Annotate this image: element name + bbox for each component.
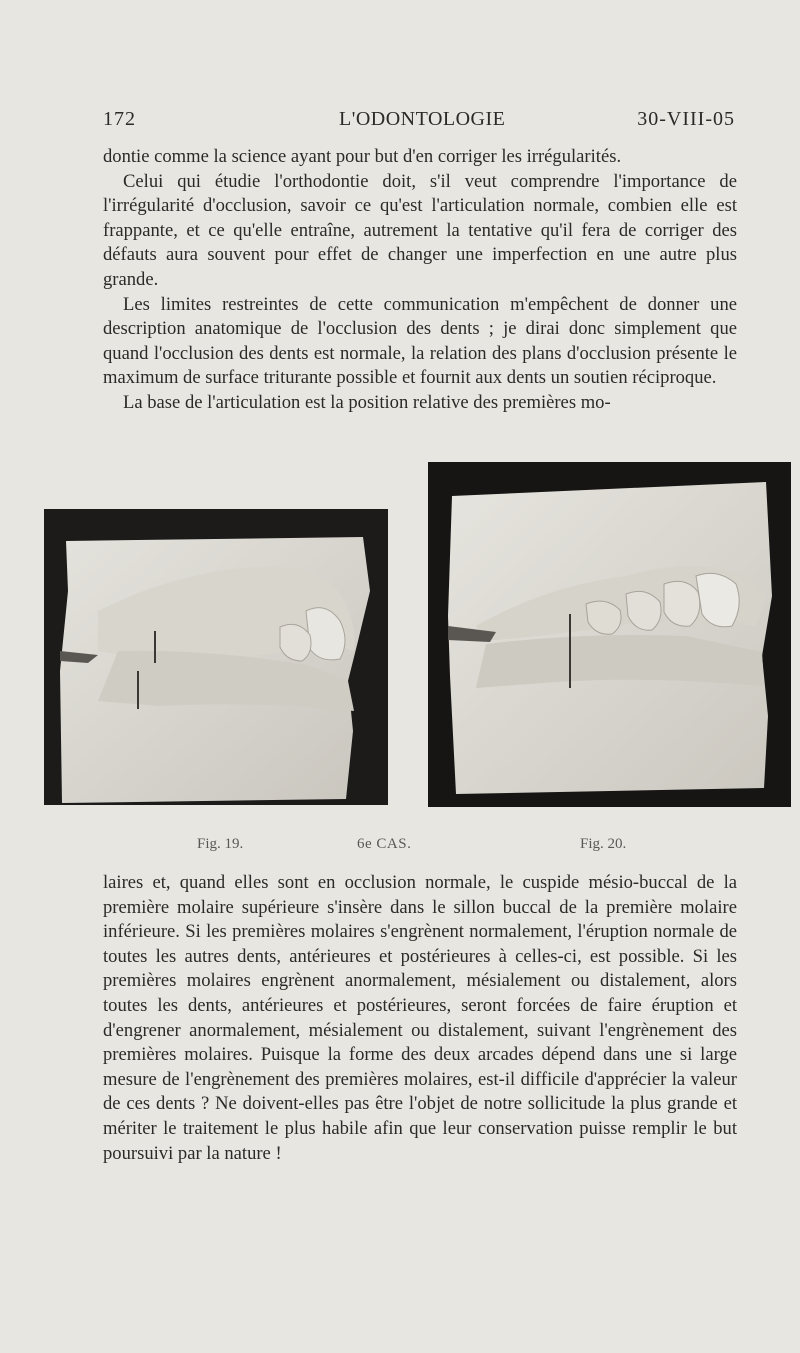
running-header (103, 108, 735, 138)
figure-captions (0, 836, 800, 860)
dental-cast-image (446, 476, 776, 796)
top-text-block (103, 145, 737, 416)
paragraph: laires et, quand elles sont en occlusion normale, le cuspide mésio-buccal de la première molaire supérieure s'insère dans le sillon buccal de la première molaire inférieure. Si les premières molaires s'engrènent normalement, l'éruption normale de toutes les autres dents, antérieures et postérieures à celles-ci, est possible. Si les premières molaires engrènent anormalement, mésialement ou distalement, alors toutes les dents, antérieures et postérieures, seront forcées de faire éruption et d'engrener anormalement, mésialement ou distalement, suivant l'engrènement des premières molaires. Puisque la forme des deux arcades dépend dans une si large mesure de l'engrènement des premières molaires, est-il difficile d'apprécier la valeur de ces dents ? Ne doivent-elles pas être l'objet de notre sollicitude la plus grande et mériter le traitement le plus habile afin que leur conservation puisse remplir le but poursuivi par la nature ! (103, 872, 737, 1164)
paragraph: La base de l'articulation est la position relative des premières mo- (123, 391, 611, 413)
issue-date: 30-VIII-05 (637, 108, 735, 130)
paragraph: Les limites restreintes de cette communication m'empêchent de donner une description anatomique de l'occlusion des dents ; je dirai donc simplement que quand l'occlusion des dents est normale, la relation des plans d'occlusion présente le maximum de surface triturante possible et fournit aux dents un soutien réciproque. (103, 293, 737, 389)
page-number: 172 (103, 108, 136, 130)
dental-cast-image (58, 531, 376, 805)
journal-title: L'ODONTOLOGIE (339, 108, 506, 130)
figure-19-photo (44, 509, 388, 805)
bottom-text-block (103, 871, 737, 1166)
caption-fig-20: Fig. 20. (580, 836, 627, 852)
paragraph: dontie comme la science ayant pour but d'en corriger les irrégularités. (103, 146, 622, 167)
figure-20-photo (428, 462, 791, 807)
caption-case: 6e CAS. (357, 836, 412, 852)
caption-fig-19: Fig. 19. (197, 836, 244, 852)
paragraph: Celui qui étudie l'orthodontie doit, s'il veut comprendre l'importance de l'irrégularité d'occlusion, savoir ce qu'est l'articulation normale, combien elle est frappante, et ce qu'elle entraîne, autrement la tentative qu'il fera de corriger des défauts aura souvent pour effet de changer une imperfection en une autre plus grande. (103, 170, 737, 290)
